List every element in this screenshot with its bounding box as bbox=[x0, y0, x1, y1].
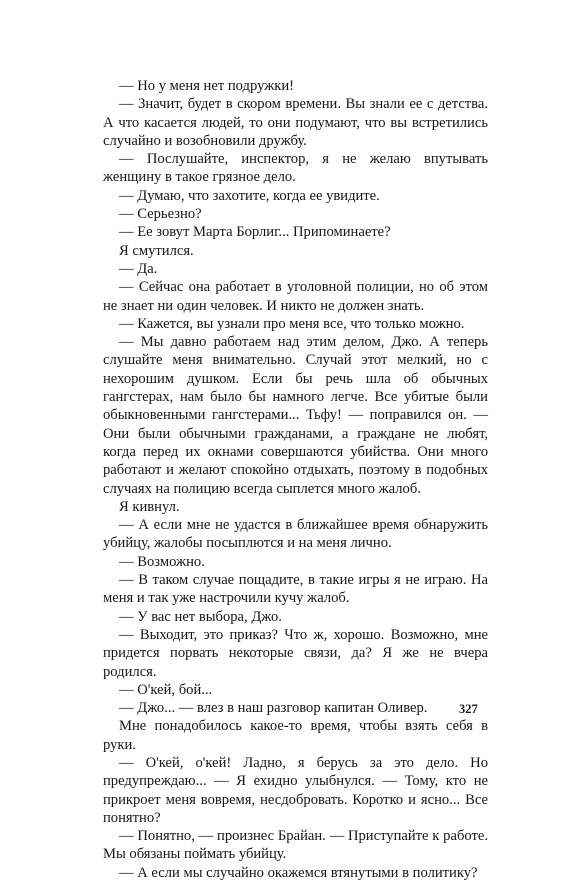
paragraph-15: — В таком случае пощадите, в такие игры я не играю. На меня и так уже настрочили кучу жалоб. bbox=[103, 572, 488, 607]
paragraph-13: — А если мне не удастся в ближайшее время обнаружить убийцу, жалобы посыплются и на меня лично. bbox=[103, 517, 488, 552]
paragraph-10: — Кажется, вы узнали про меня все, что только можно. bbox=[119, 315, 465, 332]
paragraph-19: — Джо... — влез в наш разговор капитан Оливер. bbox=[119, 700, 428, 717]
paragraph-12: Я кивнул. bbox=[119, 498, 180, 515]
page-number: 327 bbox=[459, 702, 478, 716]
paragraph-5: — Серьезно? bbox=[119, 206, 202, 223]
paragraph-14: — Возможно. bbox=[119, 553, 205, 570]
paragraph-3: — Послушайте, инспектор, я не желаю впутывать женщину в такое грязное дело. bbox=[103, 151, 488, 186]
paragraph-8: — Да. bbox=[119, 260, 158, 277]
paragraph-16: — У вас нет выбора, Джо. bbox=[119, 608, 282, 625]
paragraph-4: — Думаю, что захотите, когда ее увидите. bbox=[119, 187, 380, 204]
paragraph-1: — Но у меня нет подружки! bbox=[119, 78, 295, 94]
paragraph-18: — О'кей, бой... bbox=[119, 681, 213, 698]
paragraph-6: — Ее зовут Марта Борлиг... Припоминаете? bbox=[119, 224, 391, 241]
paragraph-20: Мне понадобилось какое-то время, чтобы взять себя в руки. bbox=[103, 718, 488, 753]
paragraph-11: — Мы давно работаем над этим делом, Джо. А теперь слушайте меня внимательно. Случай этот мелкий, но с нехорошим душком. Если бы речь шла об обычных гангстерах, нам было бы намного легче. Все убитые были обыкновенными гангстерами... Тьфу! — поправился он. — Они были обычными гражданами, а граждане не любят, когда перед их окнами совершаются убийства. Они много работают и желают спокойно отдыхать, поэтому в подобных случаях на полицию всегда сыплется много жалоб. bbox=[103, 334, 488, 497]
paragraph-22: — Понятно, — произнес Брайан. — Приступайте к работе. Мы обязаны поймать убийцу. bbox=[103, 828, 488, 863]
paragraph-21: — О'кей, о'кей! Ладно, я берусь за это дело. Но предупреждаю... — Я ехидно улыбнулся. — Тому, кто не прикроет меня вовремя, несдобровать. Коротко и ясно... Все понятно? bbox=[103, 754, 488, 826]
paragraph-17: — Выходит, это приказ? Что ж, хорошо. Возможно, мне придется порвать некоторые связи, да? Я же не вчера родился. bbox=[103, 626, 488, 680]
paragraph-9: — Сейчас она работает в уголовной полиции, но об этом не знает ни один человек. И никто не должен знать. bbox=[103, 279, 488, 314]
body-text bbox=[103, 77, 488, 882]
paragraph-7: Я смутился. bbox=[119, 242, 194, 259]
paragraph-2: — Значит, будет в скором времени. Вы знали ее с детства. А что касается людей, то они подумают, что вы встретились случайно и возобновили дружбу. bbox=[103, 96, 488, 149]
paragraph-23: — А если мы случайно окажемся втянутыми в политику? bbox=[119, 864, 478, 881]
